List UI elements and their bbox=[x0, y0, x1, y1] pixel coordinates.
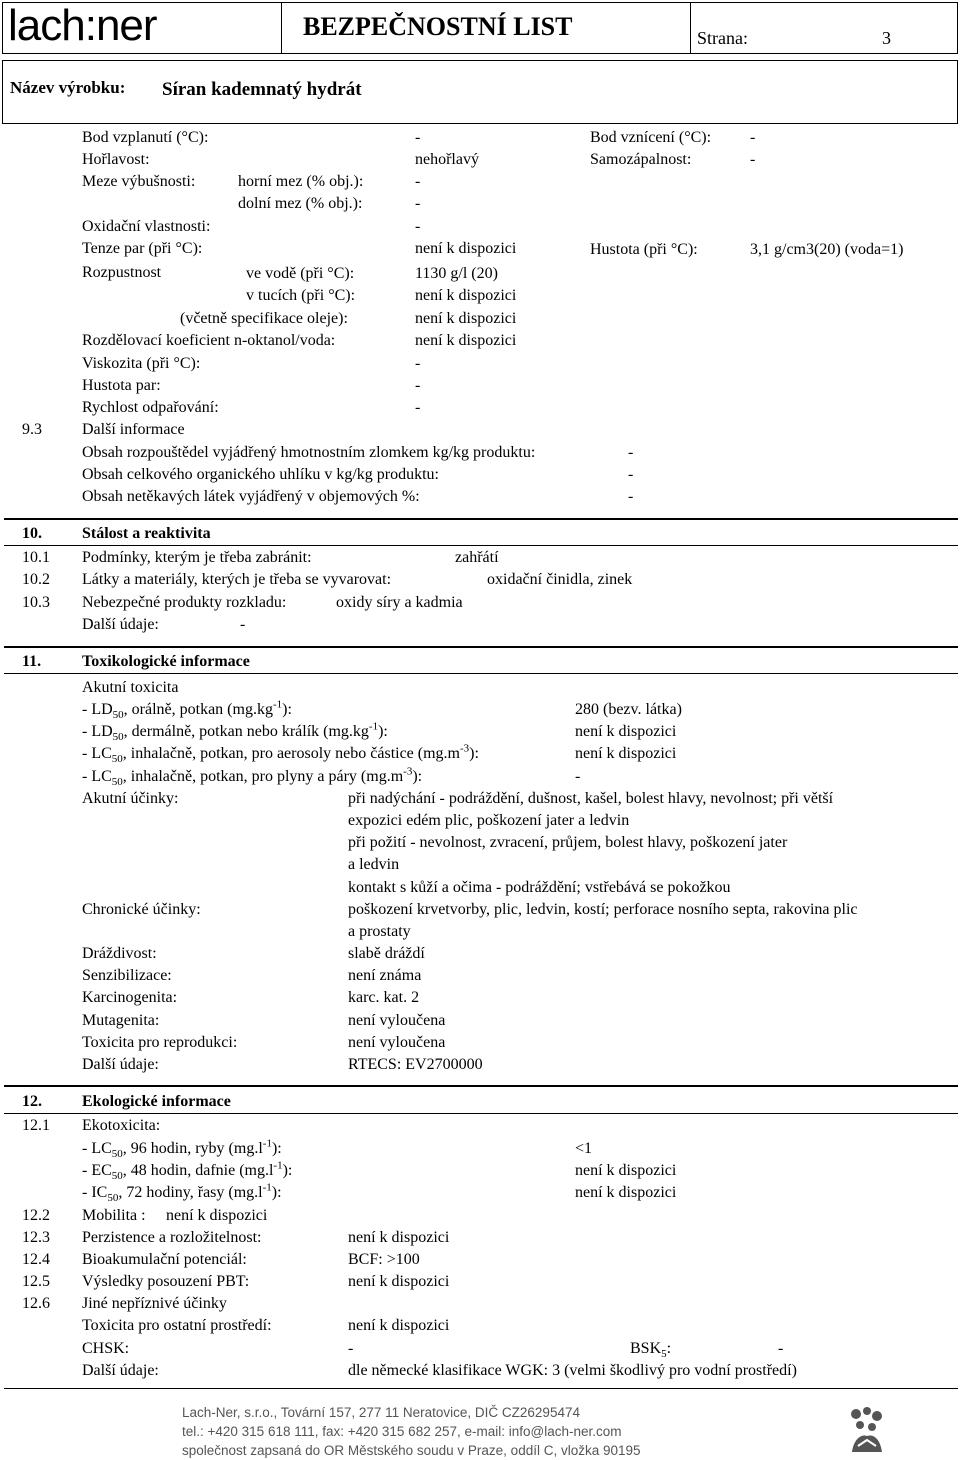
irritation-label: Dráždivost: bbox=[82, 945, 157, 962]
water-solubility-value: 1130 g/l (20) bbox=[415, 265, 498, 282]
certification-logo-icon bbox=[846, 1406, 888, 1454]
oxidizing-label: Oxidační vlastnosti: bbox=[82, 218, 211, 235]
self-ignition-label: Samozápalnost: bbox=[590, 151, 692, 168]
document-title: BEZPEČNOSTNÍ LIST bbox=[303, 12, 573, 41]
row-10-3-label: Nebezpečné produkty rozkladu: bbox=[82, 594, 287, 611]
row-10-1-value: zahřátí bbox=[455, 549, 499, 566]
section-10-title: Stálost a reaktivita bbox=[82, 525, 211, 542]
row-12-4-value: BCF: >100 bbox=[348, 1251, 420, 1268]
row-10-3-value: oxidy síry a kadmia bbox=[336, 594, 463, 611]
row-12-2-value: není k dispozici bbox=[166, 1207, 268, 1224]
ic50-algae-value: není k dispozici bbox=[575, 1184, 677, 1201]
solubility-label: Rozpustnost bbox=[82, 264, 162, 281]
mutagenicity-label: Mutagenita: bbox=[82, 1012, 160, 1029]
carbon-content-label: Obsah celkového organického uhlíku v kg/kg produktu: bbox=[82, 466, 439, 483]
vapour-pressure-value: není k dispozici bbox=[415, 240, 517, 257]
subsection-title: Další informace bbox=[82, 421, 185, 438]
row-11-more-label: Další údaje: bbox=[82, 1056, 159, 1073]
flammability-value: nehořlavý bbox=[415, 151, 479, 168]
self-ignition-value: - bbox=[750, 151, 756, 168]
subsection-number: 9.3 bbox=[22, 421, 42, 438]
ic50-algae-label: - $IC_{50}$, 72 hodiny, řasy $(mg.l^{-1})$: bbox=[82, 1181, 282, 1205]
chronic-effects-line: poškození krvetvorby, plic, ledvin, kostí; perforace nosního septa, rakovina plic bbox=[348, 901, 858, 918]
row-12-3-value: není k dispozici bbox=[348, 1229, 450, 1246]
vapour-pressure-label: Tenze par (při °C): bbox=[82, 240, 203, 257]
ec50-daphnia-value: není k dispozici bbox=[575, 1162, 677, 1179]
footer-divider bbox=[4, 1388, 958, 1389]
acute-effects-line: při nadýchání - podráždění, dušnost, kašel, bolest hlavy, nevolnost; při větší bbox=[348, 790, 834, 807]
acute-effects-label: Akutní účinky: bbox=[82, 790, 179, 807]
flash-point-value: - bbox=[415, 129, 421, 146]
row-12-1-number: 12.1 bbox=[22, 1117, 50, 1134]
bsk-value: - bbox=[778, 1340, 784, 1357]
section-11-title: Toxikologické informace bbox=[82, 653, 250, 670]
chronic-effects-label: Chronické účinky: bbox=[82, 901, 201, 918]
row-10-more-value: - bbox=[240, 616, 246, 633]
row-10-2-label: Látky a materiály, kterých je třeba se vyvarovat: bbox=[82, 571, 392, 588]
acute-effects-line: a ledvin bbox=[348, 856, 400, 873]
product-name: Síran kademnatý hydrát bbox=[162, 79, 362, 100]
footer-line: Lach-Ner, s.r.o., Tovární 157, 277 11 Neratovice, DIČ CZ26295474 bbox=[182, 1405, 580, 1420]
product-label: Název výrobku: bbox=[10, 78, 126, 97]
product-box bbox=[2, 60, 958, 124]
header-divider bbox=[690, 2, 691, 54]
row-12-6-number: 12.6 bbox=[22, 1295, 50, 1312]
carcinogenicity-value: karc. kat. 2 bbox=[348, 989, 420, 1006]
row-10-2-value: oxidační činidla, zinek bbox=[487, 571, 633, 588]
row-10-1-label: Podmínky, kterým je třeba zabránit: bbox=[82, 549, 312, 566]
ec50-daphnia-label: - $EC_{50}$, 48 hodin, dafnie $(mg.l^{-1})$: bbox=[82, 1159, 293, 1183]
section-divider bbox=[4, 518, 958, 520]
row-10-2-number: 10.2 bbox=[22, 571, 50, 588]
other-env-toxicity-value: není k dispozici bbox=[348, 1317, 450, 1334]
upper-limit-label: horní mez (% obj.): bbox=[238, 173, 364, 190]
oil-spec-label: (včetně specifikace oleje): bbox=[180, 310, 348, 327]
viscosity-label: Viskozita (při °C): bbox=[82, 355, 201, 372]
evaporation-label: Rychlost odpařování: bbox=[82, 399, 219, 416]
density-value: 3,1 g/cm3(20) (voda=1) bbox=[750, 241, 904, 258]
lower-limit-value: - bbox=[415, 195, 421, 212]
oxidizing-value: - bbox=[415, 218, 421, 235]
mutagenicity-value: není vyloučena bbox=[348, 1012, 446, 1029]
row-12-1-title: Ekotoxicita: bbox=[82, 1117, 161, 1134]
section-divider bbox=[4, 673, 958, 674]
carcinogenicity-label: Karcinogenita: bbox=[82, 989, 178, 1006]
upper-limit-value: - bbox=[415, 173, 421, 190]
ld50-dermal-label: - $LD_{50}$, dermálně, potkan nebo králík $(mg.kg^{-1})$: bbox=[82, 720, 388, 744]
ld50-oral-label: - $LD_{50}$, orálně, potkan $(mg.kg^{-1})$: bbox=[82, 698, 292, 722]
ld50-oral-value: 280 (bezv. látka) bbox=[575, 701, 682, 718]
acute-toxicity-title: Akutní toxicita bbox=[82, 679, 179, 696]
acute-effects-line: při požití - nevolnost, zvracení, průjem, bolest hlavy, poškození jater bbox=[348, 834, 788, 851]
bsk-label: $BSK_5$: bbox=[630, 1340, 672, 1361]
company-logo: lach:ner bbox=[8, 1, 157, 50]
section-divider bbox=[4, 545, 958, 546]
row-12-5-value: není k dispozici bbox=[348, 1273, 450, 1290]
lc50-fish-label: - $LC_{50}$, 96 hodin, ryby $(mg.l^{-1})$: bbox=[82, 1137, 282, 1161]
lc50-aerosol-label: - $LC_{50}$, inhalačně, potkan, pro aerosoly nebo částice $(mg.m^{-3})$: bbox=[82, 742, 479, 766]
section-12-title: Ekologické informace bbox=[82, 1093, 231, 1110]
chsk-label: CHSK: bbox=[82, 1340, 130, 1357]
row-12-more-value: dle německé klasifikace WGK: 3 (velmi škodlivý pro vodní prostředí) bbox=[348, 1362, 797, 1379]
solvent-content-value: - bbox=[628, 444, 634, 461]
solvent-content-label: Obsah rozpouštědel vyjádřený hmotnostním zlomkem kg/kg produktu: bbox=[82, 444, 536, 461]
chsk-value: - bbox=[348, 1340, 354, 1357]
row-12-more-label: Další údaje: bbox=[82, 1362, 159, 1379]
section-10-number: 10. bbox=[22, 525, 42, 542]
fat-solubility-label: v tucích (při °C): bbox=[246, 287, 356, 304]
partition-value: není k dispozici bbox=[415, 332, 517, 349]
oil-spec-value: není k dispozici bbox=[415, 310, 517, 327]
row-12-3-number: 12.3 bbox=[22, 1229, 50, 1246]
section-divider bbox=[4, 646, 958, 648]
section-divider bbox=[4, 1085, 958, 1087]
row-12-5-label: Výsledky posouzení PBT: bbox=[82, 1273, 250, 1290]
ld50-dermal-value: není k dispozici bbox=[575, 723, 677, 740]
row-10-more-label: Další údaje: bbox=[82, 616, 159, 633]
page-number: 3 bbox=[882, 28, 891, 48]
lc50-gas-value: - bbox=[575, 768, 581, 785]
reproductive-toxicity-value: není vyloučena bbox=[348, 1034, 446, 1051]
viscosity-value: - bbox=[415, 355, 421, 372]
row-12-3-label: Perzistence a rozložitelnost: bbox=[82, 1229, 262, 1246]
lc50-fish-value: <1 bbox=[575, 1140, 593, 1157]
footer-line: tel.: +420 315 618 111, fax: +420 315 682 257, e-mail: info@lach-ner.com bbox=[182, 1424, 622, 1439]
acute-effects-line: expozici edém plic, poškození jater a ledvin bbox=[348, 812, 630, 829]
footer-line: společnost zapsaná do OR Městského soudu v Praze, oddíl C, vložka 90195 bbox=[182, 1443, 641, 1458]
density-label: Hustota (při °C): bbox=[590, 241, 698, 258]
fat-solubility-value: není k dispozici bbox=[415, 287, 517, 304]
carbon-content-value: - bbox=[628, 466, 634, 483]
lower-limit-label: dolní mez (% obj.): bbox=[238, 195, 363, 212]
vapour-density-label: Hustota par: bbox=[82, 377, 161, 394]
chronic-effects-line: a prostaty bbox=[348, 923, 411, 940]
page-label: Strana: bbox=[697, 28, 748, 48]
reproductive-toxicity-label: Toxicita pro reprodukci: bbox=[82, 1034, 238, 1051]
ignition-value: - bbox=[750, 129, 756, 146]
explosion-limits-label: Meze výbušnosti: bbox=[82, 173, 196, 190]
partition-label: Rozdělovací koeficient n-oktanol/voda: bbox=[82, 332, 336, 349]
other-env-toxicity-label: Toxicita pro ostatní prostředí: bbox=[82, 1317, 272, 1334]
section-divider bbox=[4, 1113, 958, 1114]
nonvolatile-label: Obsah netěkavých látek vyjádřený v objemových %: bbox=[82, 488, 420, 505]
row-12-4-number: 12.4 bbox=[22, 1251, 50, 1268]
irritation-value: slabě dráždí bbox=[348, 945, 425, 962]
nonvolatile-value: - bbox=[628, 488, 634, 505]
lc50-aerosol-value: není k dispozici bbox=[575, 745, 677, 762]
lc50-gas-label: - $LC_{50}$, inhalačně, potkan, pro plyny a páry $(mg.m^{-3})$: bbox=[82, 765, 423, 789]
row-12-2-label: Mobilita : bbox=[82, 1207, 146, 1224]
row-12-2-number: 12.2 bbox=[22, 1207, 50, 1224]
flash-point-label: Bod vzplanutí (°C): bbox=[82, 129, 209, 146]
ignition-label: Bod vznícení (°C): bbox=[590, 129, 712, 146]
sensitization-value: není známa bbox=[348, 967, 422, 984]
row-10-1-number: 10.1 bbox=[22, 549, 50, 566]
row-12-4-label: Bioakumulační potenciál: bbox=[82, 1251, 247, 1268]
row-12-6-label: Jiné nepříznivé účinky bbox=[82, 1295, 227, 1312]
water-solubility-label: ve vodě (při °C): bbox=[246, 265, 355, 282]
sensitization-label: Senzibilizace: bbox=[82, 967, 172, 984]
section-12-number: 12. bbox=[22, 1093, 42, 1110]
evaporation-value: - bbox=[415, 399, 421, 416]
row-11-more-value: RTECS: EV2700000 bbox=[348, 1056, 483, 1073]
row-12-5-number: 12.5 bbox=[22, 1273, 50, 1290]
acute-effects-line: kontakt s kůží a očima - podráždění; vstřebává se pokožkou bbox=[348, 879, 731, 896]
section-11-number: 11. bbox=[22, 653, 42, 670]
flammability-label: Hořlavost: bbox=[82, 151, 150, 168]
row-10-3-number: 10.3 bbox=[22, 594, 50, 611]
vapour-density-value: - bbox=[415, 377, 421, 394]
